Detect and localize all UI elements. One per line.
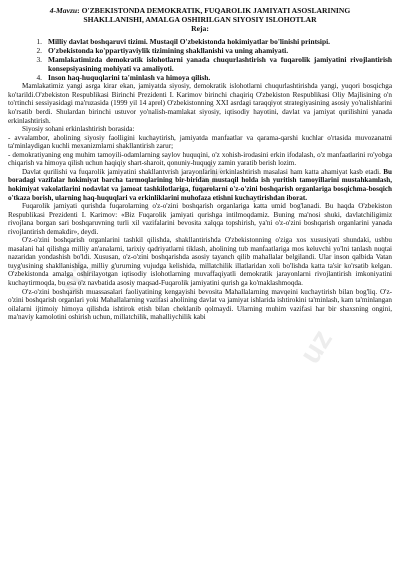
document-title — [8, 6, 392, 24]
document-body — [8, 82, 392, 321]
paragraph: O'z-o'zini boshqarish muassasalari faoliyatining kengayishi bevosita Mahallalarning mavqeini kuchaytirish bilan bog'liq. O'z-o'zini boshqarish organlari yoki Mahallalarning vazifasi aholining davlat va jamiyat ishlarida ishtirokini ta'minlash, kam ta'minlangan oilalarni ijtimoiy himoya qilishda ishtirok etish bilan cheklanib qolmaydi. Ularning muhim vazifasi har bir shaxsning ongini, ma'naviy kamolotini oshirish uchun, millatchilik, mahalliychilik kabi — [8, 287, 392, 322]
plan-heading: Reja: — [191, 24, 209, 34]
watermark: uz — [183, 153, 230, 200]
plan-item-text: Mamlakatimizda demokratik islohotlarni yanada chuqurlashtirish va fuqarolik jamiyatini rivojlantirish konsepsiyasining mohiyati va amaliyoti. — [48, 55, 392, 73]
plan-item — [8, 56, 392, 74]
plan-item-text: Inson haq-huquqlarini ta'minlash va himoya qilish. — [48, 72, 211, 82]
plan-item-text: Milliy davlat boshqaruvi tizimi. Mustaqil O'zbekistonda hokimiyatlar bo'linishi printsipi. — [48, 37, 330, 47]
plan-item — [8, 74, 392, 83]
document-page — [8, 6, 392, 322]
plan-item-text: O'zbekistonda ko'ppartiyaviylik tizimining shakllanishi va uning ahamiyati. — [48, 46, 289, 56]
paragraph — [8, 168, 392, 202]
watermark: uz — [53, 253, 100, 300]
plan-item-number: 1. — [36, 37, 42, 47]
plan-item-number: 2. — [36, 46, 42, 56]
paragraph: Fuqarolik jamiyati qurishda fuqarolarning o'z-o'zini boshqarish organlariga katta umid bog'lanadi. Bu haqda O'zbekiston Respublikasi Prezidenti I. Karimov: «Biz Fuqarolik jamiyati qurishga intilmoqdamiz. Buning ma'nosi shuki, davlatchiligimiz rivojlana borgan sari boshqaruvning turli xil vazifalarini bevosita xalqqa topshirish, ya'ni o'z-o'zini boshqarish organlarini yanada rivojlantirish demakdir», deydi. — [8, 202, 392, 236]
title-line-1: : O'ZBEKISTONDA DEMOKRATIK, FUQAROLIK JAMIYATI ASOSLARINING — [77, 6, 351, 15]
plan-item-number: 3. — [36, 55, 42, 64]
paragraph: O'z-o'zini boshqarish organlarini tashkil qilishda, shakllantirishda O'zbekistonning o'ziga xos xususiyati shundaki, ushbu masalani hal qilishga milliy an'analarni, tarixiy qadriyatlarni tiklash, aholining tub manfaatlariga mos keluvchi yo'lni tanlash nuqtai nazaridan yondashish bo'ldi. Xususan, o'z-o'zini boshqarishda asosiy tayanch qilib mahallalar belgilandi. Ular inson qalbida Vatan tuyg'usining shakllanishiga, milliy g'ururning vujudga kelishida, millatchilik illatlaridan xoli bo'lishda katta ta'sir ko'rsatib kelgan. O'zbekistonda amalga oshirilayotgan iqtisodiy islohotlarning muvaffaqiyatli demokratik jarayonlarni rivojlantirish imkoniyatini kuchaytirmoqda, bu esa o'z navbatida asosiy maqsad-Fuqarolik jamiyatini qurish ga ko'maklashmoqda. — [8, 236, 392, 287]
topic-label: 4-Mavzu — [49, 6, 78, 15]
paragraph: - avvalambor, aholining siyosiy faolligini kuchaytirish, jamiyatda manfaatlar va qarama-qarshi kuchlar o'rtasida muvozanatni ta'minlaydigan kuchli mexanizmlarni shakllantirish zarur; — [8, 133, 392, 151]
watermark: uz — [293, 323, 340, 370]
title-line-2: SHAKLLANISHI, AMALGA OSHIRILGAN SIYOSIY ISLOHOTLAR — [83, 15, 317, 25]
plan-list — [8, 38, 392, 82]
paragraph: Mamlakatimiz yangi asrga kirar ekan, jamiyatda siyosiy, demokratik islohotlarni chuqurlashtirishda yangi, yuqori bosqichga ko'tarildi.O'zbekiston Respublikasi Birinchi Prezidenti I. Karimov birinchi chaqiriq O'zbekiston Respublikasi Oliy Majlisining o'n to'rtinchi sessiyasidagi ma'ruzasida (1999 yil 14 aprel) O'zbekistonning XXI asrdagi taraqqiyot strategiyasining asosiy yo'nalishlarini ko'rsatib berdi. Shulardan birinchi ustuvor yo'nalish-mamlakat siyosiy, iqtisodiy hayotini, davlat va jamiyat qurilishini yanada erkinlashtirish. — [8, 82, 392, 125]
plan-item-number: 4. — [36, 72, 42, 82]
paragraph: - demokratiyaning eng muhim tamoyili-odamlarning saylov huquqini, o'z xohish-irodasini erkin ifodalash, o'z manfaatlarini ro'yobga chiqarish va himoya qilish uchun haqiqiy shart-sharoit, qonuniy-huquqiy zamin yaratib berish lozim. — [8, 150, 392, 168]
paragraph: Siyosiy sohani erkinlashtirish borasida: — [22, 125, 135, 134]
paragraph-text: Davlat qurilishi va fuqarolik jamiyatini shakllantvrish jarayonlarini erkinlashtirish masalasi ham katta ahamiyat kasb etadi. — [22, 167, 384, 176]
paragraph-bold-text: Bu boradagi vazifalar hokimiyat barcha tarmoqlarining bir-biridan mustaqil holda ish yuritish tamoyillarini mustahkamlash, hokimiyat vakolatlarini nodavlat va jamoat tashkilotlariga, fuqarolarni o'z-o'zini boshqarish organlariga bosqichma-bosqich o'tkaza borish, ularning haq-huquqlari va erkinliklarini muhofaza etishni kuchaytirishdan iborat. — [8, 167, 392, 202]
